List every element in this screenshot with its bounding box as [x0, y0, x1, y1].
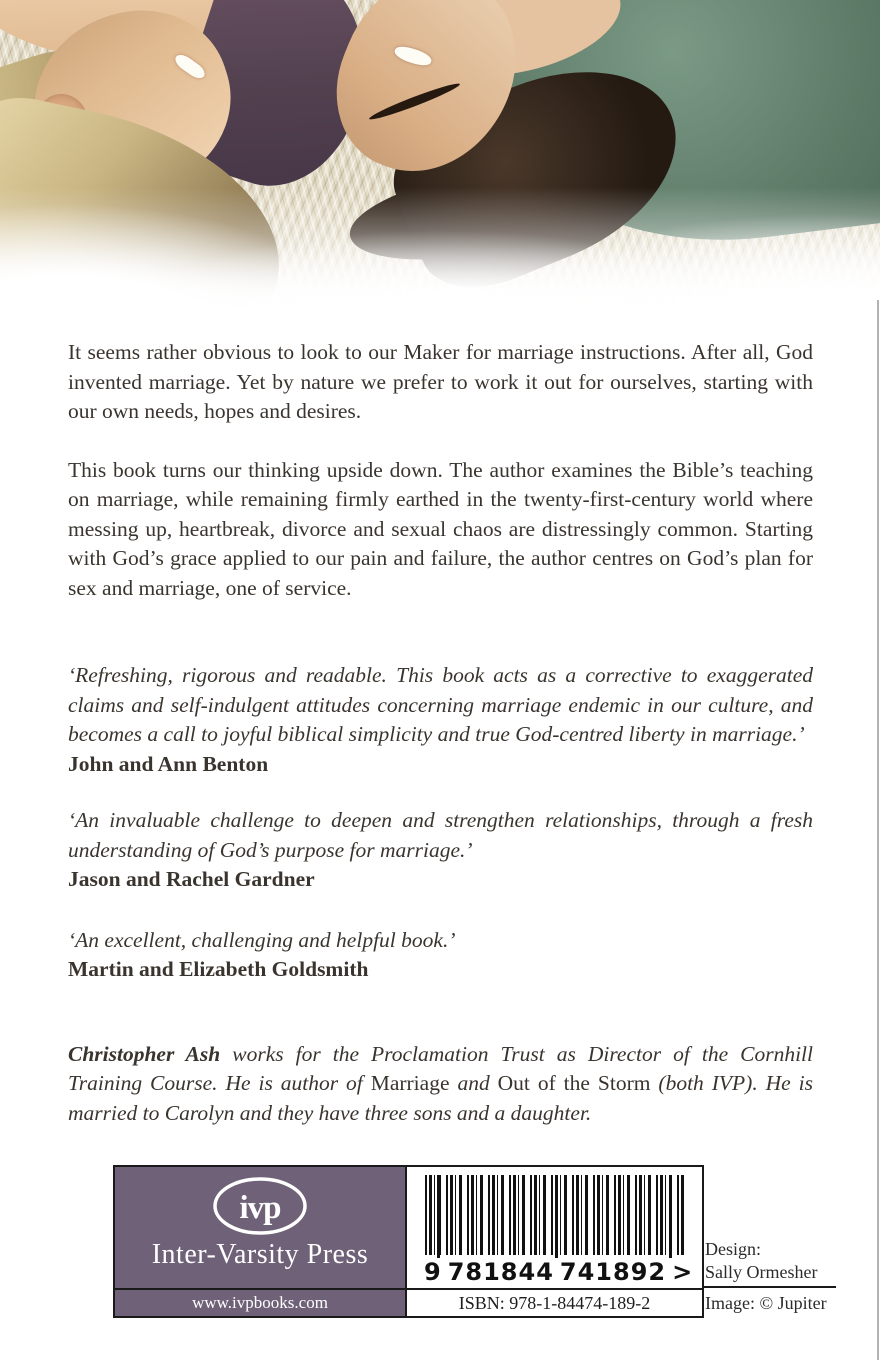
author-bio [68, 1040, 813, 1129]
design-credit-name: Sally Ormesher [705, 1262, 818, 1282]
barcode-digit-lead: 9 [421, 1258, 445, 1286]
credit-divider-line [704, 1286, 836, 1288]
ivp-logo-icon [210, 1176, 310, 1238]
endorsement-quote: ‘An excellent, challenging and helpful book.’ [68, 927, 456, 952]
endorsement [68, 926, 813, 985]
publisher-box-strip-row [115, 1288, 702, 1316]
book-title: Out of the Storm [497, 1071, 651, 1095]
ivp-logo-text: ivp [239, 1190, 281, 1226]
cover-photo [0, 0, 880, 312]
website-strip: www.ivpbooks.com [115, 1290, 407, 1316]
publisher-name: Inter-Varsity Press [151, 1239, 369, 1270]
publisher-cell [115, 1167, 407, 1288]
bio-text: works for the Proclamation Trust as Director of the Cornhill Training Course. He is author of [68, 1041, 813, 1095]
design-credit [705, 1238, 817, 1284]
endorsement [68, 806, 813, 895]
book-title: Marriage [370, 1071, 450, 1095]
endorsement-quote: ‘Refreshing, rigorous and readable. This book acts as a corrective to exaggerated claims and self-indulgent attitudes concerning marriage endemic in our culture, and becomes a call to joyful biblical simplicity and true God-centred liberty in marriage.’ [68, 663, 813, 746]
publisher-footer [113, 1165, 873, 1325]
endorsement-attribution: Jason and Rachel Gardner [68, 867, 315, 891]
barcode-guard-bar [555, 1175, 558, 1269]
endorsement [68, 661, 813, 779]
barcode-guard-bar [437, 1175, 440, 1269]
photo-white-fade [0, 0, 880, 312]
bio-text: (both IVP). He is married to Carolyn and they have three sons and a daughter. [68, 1071, 813, 1125]
barcode-guard-bar [669, 1175, 672, 1269]
barcode-digit-group: 781844 [445, 1258, 557, 1286]
barcode-digit-group: 741892 [557, 1258, 669, 1286]
author-name: Christopher Ash [68, 1041, 221, 1066]
image-credit: Image: © Jupiter [705, 1293, 827, 1313]
isbn-strip: ISBN: 978-1-84474-189-2 [407, 1290, 702, 1316]
blurb-paragraph: It seems rather obvious to look to our Maker for marriage instructions. After all, God invented marriage. Yet by nature we prefer to work it out for ourselves, starting with our own needs, hopes and desires. [68, 340, 813, 423]
endorsement-attribution: Martin and Elizabeth Goldsmith [68, 957, 369, 981]
publisher-box-main-row [115, 1167, 702, 1288]
bio-text: and [449, 1071, 498, 1095]
back-cover-copy [0, 338, 880, 1128]
barcode-cell [407, 1167, 702, 1288]
scan-page-edge-line [877, 300, 879, 1360]
blurb-paragraph: This book turns our thinking upside down. The author examines the Bible’s teaching on marriage, while remaining firmly earthed in the twenty-first-century world where messing up, heartbreak, divorce and sexual chaos are distressingly common. Starting with God’s grace applied to our pain and failure, the author centres on God’s plan for sex and marriage, one of service. [68, 457, 813, 600]
barcode-digits [421, 1258, 694, 1286]
publisher-box [113, 1165, 704, 1318]
endorsement-quote: ‘An invaluable challenge to deepen and strengthen relationships, through a fresh understanding of God’s purpose for marriage.’ [68, 808, 813, 862]
design-credit-label: Design: [705, 1239, 761, 1259]
barcode-digit-tail: > [669, 1258, 696, 1286]
endorsement-attribution: John and Ann Benton [68, 751, 269, 776]
